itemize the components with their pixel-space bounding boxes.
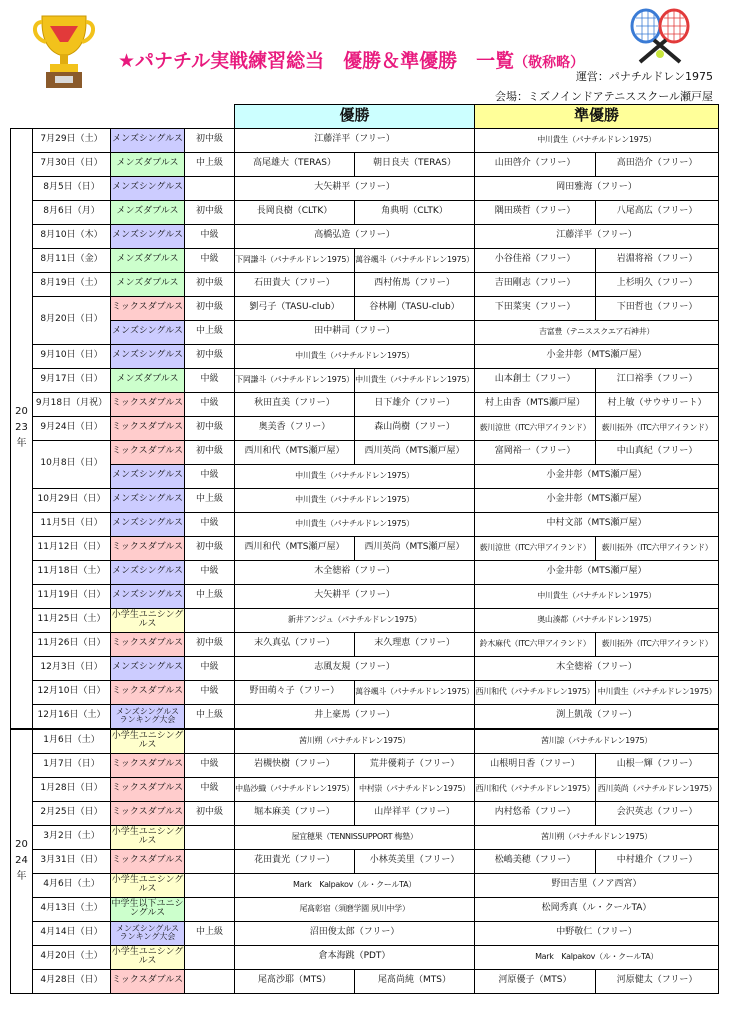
event-cell: メンズシングルス xyxy=(111,656,185,680)
runner-up-name: 吉田剛志（フリー） xyxy=(475,272,596,296)
winner-name: 荒井優莉子（フリー） xyxy=(355,753,475,777)
page-title xyxy=(118,46,584,73)
runner-up-name: 会沢英志（フリー） xyxy=(596,801,719,825)
runner-up-name: 下田菜実（フリー） xyxy=(475,296,596,320)
table-row xyxy=(11,849,719,873)
level-cell: 中上級 xyxy=(185,488,235,512)
runner-up-name: 野田吉里（ノア西宮） xyxy=(475,873,719,897)
organizer-label: 運営：パナチルドレン1975 xyxy=(575,70,713,83)
date-cell: 12月3日（日） xyxy=(33,656,111,680)
table-row xyxy=(11,825,719,849)
event-cell: メンズシングルス xyxy=(111,512,185,536)
date-cell: 12月16日（土） xyxy=(33,704,111,729)
winner-name: Mark Kalpakov（ル・クールTA） xyxy=(235,873,475,897)
winner-name: 新井アンジュ（パナチルドレン1975） xyxy=(235,608,475,632)
runner-up-name: 山田啓介（フリー） xyxy=(475,152,596,176)
level-cell: 中上級 xyxy=(185,320,235,344)
table-row xyxy=(11,248,719,272)
runner-up-name: 薮川涼世（ITC六甲アイランド） xyxy=(475,536,596,560)
winner-name: 中川貴生（パナチルドレン1975） xyxy=(235,344,475,368)
winner-name: 大矢耕平（フリー） xyxy=(235,584,475,608)
event-cell: メンズシングルス xyxy=(111,224,185,248)
date-cell: 9月17日（日） xyxy=(33,368,111,392)
runner-up-name: 薮川涼世（ITC六甲アイランド） xyxy=(475,416,596,440)
winner-column-header: 優勝 xyxy=(235,105,475,129)
column-header-row xyxy=(11,105,719,129)
winner-name: 谷林剛（TASU-club） xyxy=(355,296,475,320)
runner-up-name: 隅田瑛哲（フリー） xyxy=(475,200,596,224)
winner-name: 西川和代（MTS瀬戸屋） xyxy=(235,536,355,560)
runner-up-name: 山根一輝（フリー） xyxy=(596,753,719,777)
trophy-icon xyxy=(28,10,100,90)
table-row xyxy=(11,704,719,729)
table-row xyxy=(11,320,719,344)
winner-name: 朝日良夫（TERAS） xyxy=(355,152,475,176)
results-table xyxy=(10,104,719,994)
page-header xyxy=(0,0,729,104)
event-cell: ミックスダブルス xyxy=(111,440,185,464)
event-cell: ミックスダブルス xyxy=(111,632,185,656)
winner-name: 長岡良樹（CLTK） xyxy=(235,200,355,224)
date-cell: 4月13日（土） xyxy=(33,897,111,921)
table-row xyxy=(11,392,719,416)
event-cell: メンズダブルス xyxy=(111,200,185,224)
level-cell: 初中級 xyxy=(185,440,235,464)
title-suffix: （敬称略） xyxy=(514,55,585,71)
table-row xyxy=(11,801,719,825)
table-row xyxy=(11,945,719,969)
runner-up-name: 下田哲也（フリー） xyxy=(596,296,719,320)
event-cell: ミックスダブルス xyxy=(111,801,185,825)
runner-up-column-header: 準優勝 xyxy=(475,105,719,129)
winner-name: 石田貴大（フリー） xyxy=(235,272,355,296)
level-cell: 中級 xyxy=(185,656,235,680)
runner-up-name: 松岡秀真（ル・クールTA） xyxy=(475,897,719,921)
event-cell: ミックスダブルス xyxy=(111,680,185,704)
date-cell: 8月20日（日） xyxy=(33,296,111,344)
level-cell: 中級 xyxy=(185,224,235,248)
runner-up-name: 中野敬仁（フリー） xyxy=(475,921,719,945)
winner-name: 高尾雄大（TERAS） xyxy=(235,152,355,176)
runner-up-name: 薮川拓外（ITC六甲アイランド） xyxy=(596,416,719,440)
runner-up-name: 山根明日香（フリー） xyxy=(475,753,596,777)
runner-up-name: 木全徳裕（フリー） xyxy=(475,656,719,680)
event-cell: 小学生ユニシングルス xyxy=(111,608,185,632)
table-row xyxy=(11,560,719,584)
winner-name: 沼田俊太郎（フリー） xyxy=(235,921,475,945)
winner-name: 屋宜穂果（TENNISSUPPORT 梅塾） xyxy=(235,825,475,849)
table-row xyxy=(11,777,719,801)
runner-up-name: 小谷佳裕（フリー） xyxy=(475,248,596,272)
event-cell: ミックスダブルス xyxy=(111,849,185,873)
date-cell: 11月18日（土） xyxy=(33,560,111,584)
event-cell: ミックスダブルス xyxy=(111,969,185,993)
level-cell: 中級 xyxy=(185,464,235,488)
level-cell: 中上級 xyxy=(185,704,235,729)
date-cell: 2月25日（日） xyxy=(33,801,111,825)
date-cell: 8月19日（土） xyxy=(33,272,111,296)
runner-up-name: 西川和代（パナチルドレン1975） xyxy=(475,680,596,704)
runner-up-name: 鈴木麻代（ITC六甲アイランド） xyxy=(475,632,596,656)
runner-up-name: 中村文部（MTS瀬戸屋） xyxy=(475,512,719,536)
winner-name: 中川貴生（パナチルドレン1975） xyxy=(235,464,475,488)
winner-name: 角典明（CLTK） xyxy=(355,200,475,224)
table-row xyxy=(11,584,719,608)
date-cell: 11月26日（日） xyxy=(33,632,111,656)
table-row xyxy=(11,921,719,945)
level-cell xyxy=(185,897,235,921)
runner-up-name: 小金井彰（MTS瀬戸屋） xyxy=(475,344,719,368)
runner-up-name: 中村雄介（フリー） xyxy=(596,849,719,873)
winner-name: 尾髙沙耶（MTS） xyxy=(235,969,355,993)
results-body xyxy=(11,105,719,994)
date-cell: 1月6日（土） xyxy=(33,729,111,754)
winner-name: 江藤洋平（フリー） xyxy=(235,128,475,152)
winner-name: 高橋弘造（フリー） xyxy=(235,224,475,248)
date-cell: 1月7日（日） xyxy=(33,753,111,777)
year-label: 2024年 xyxy=(11,729,33,994)
winner-name: 尾髙尚純（MTS） xyxy=(355,969,475,993)
level-cell xyxy=(185,849,235,873)
date-cell: 11月25日（土） xyxy=(33,608,111,632)
event-cell: メンズシングルス xyxy=(111,464,185,488)
table-row xyxy=(11,416,719,440)
table-row xyxy=(11,969,719,993)
runner-up-name: 内村悠希（フリー） xyxy=(475,801,596,825)
event-cell: メンズシングルス xyxy=(111,584,185,608)
event-cell: メンズシングルス xyxy=(111,344,185,368)
runner-up-name: 茜川朔（パナチルドレン1975） xyxy=(475,825,719,849)
date-cell: 10月8日（日） xyxy=(33,440,111,488)
date-cell: 4月14日（日） xyxy=(33,921,111,945)
level-cell: 初中級 xyxy=(185,344,235,368)
date-cell: 9月10日（日） xyxy=(33,344,111,368)
date-cell: 8月10日（木） xyxy=(33,224,111,248)
winner-name: 中川貴生（パナチルドレン1975） xyxy=(355,368,475,392)
year-label: 2023年 xyxy=(11,128,33,729)
table-row xyxy=(11,176,719,200)
winner-name: 志風友規（フリー） xyxy=(235,656,475,680)
runner-up-name: 小金井彰（MTS瀬戸屋） xyxy=(475,488,719,512)
date-cell: 1月28日（日） xyxy=(33,777,111,801)
winner-name: 中川貴生（パナチルドレン1975） xyxy=(235,512,475,536)
date-cell: 7月29日（土） xyxy=(33,128,111,152)
runner-up-name: 高田浩介（フリー） xyxy=(596,152,719,176)
runner-up-name: 富岡裕一（フリー） xyxy=(475,440,596,464)
runner-up-name: 岡田雅海（フリー） xyxy=(475,176,719,200)
winner-name: 小林英美里（フリー） xyxy=(355,849,475,873)
runner-up-name: 山本創士（フリー） xyxy=(475,368,596,392)
event-cell: ミックスダブルス xyxy=(111,296,185,320)
runner-up-name: 河原健太（フリー） xyxy=(596,969,719,993)
winner-name: 野田萌々子（フリー） xyxy=(235,680,355,704)
table-row xyxy=(11,128,719,152)
runner-up-name: 西川英尚（パナチルドレン1975） xyxy=(596,777,719,801)
level-cell: 中上級 xyxy=(185,584,235,608)
winner-name: 下岡謙斗（パナチルドレン1975） xyxy=(235,368,355,392)
event-cell: 小学生ユニシングルス xyxy=(111,873,185,897)
level-cell: 初中級 xyxy=(185,296,235,320)
event-cell: メンズダブルス xyxy=(111,248,185,272)
winner-name: 尾髙彰宿（須磨学園 夙川中学） xyxy=(235,897,475,921)
table-row xyxy=(11,464,719,488)
date-cell: 4月28日（日） xyxy=(33,969,111,993)
table-row xyxy=(11,368,719,392)
header-spacer xyxy=(11,105,235,129)
table-row xyxy=(11,296,719,320)
level-cell: 中上級 xyxy=(185,921,235,945)
table-row xyxy=(11,536,719,560)
event-cell: メンズシングルス xyxy=(111,560,185,584)
event-cell: 小学生ユニシングルス xyxy=(111,825,185,849)
winner-name: 西川英尚（MTS瀬戸屋） xyxy=(355,536,475,560)
level-cell: 初中級 xyxy=(185,632,235,656)
runner-up-name: 薮川拓外（ITC六甲アイランド） xyxy=(596,536,719,560)
table-row xyxy=(11,224,719,248)
runner-up-name: 中川貴生（パナチルドレン1975） xyxy=(596,680,719,704)
winner-name: 萬谷颯斗（パナチルドレン1975） xyxy=(355,680,475,704)
table-row xyxy=(11,680,719,704)
winner-name: 井上豪馬（フリー） xyxy=(235,704,475,729)
level-cell: 中級 xyxy=(185,512,235,536)
runner-up-name: 岩淵将裕（フリー） xyxy=(596,248,719,272)
winner-name: 日下雄介（フリー） xyxy=(355,392,475,416)
event-cell: ミックスダブルス xyxy=(111,536,185,560)
level-cell: 中級 xyxy=(185,392,235,416)
level-cell: 中級 xyxy=(185,753,235,777)
level-cell: 中級 xyxy=(185,680,235,704)
winner-name: 茜川朔（パナチルドレン1975） xyxy=(235,729,475,754)
runner-up-name: 中山真紀（フリー） xyxy=(596,440,719,464)
event-cell: 中学生以下ユニシングルス xyxy=(111,897,185,921)
table-row xyxy=(11,897,719,921)
runner-up-name: 村上敏（サウサリート） xyxy=(596,392,719,416)
runner-up-name: Mark Kalpakov（ル・クールTA） xyxy=(475,945,719,969)
table-row xyxy=(11,632,719,656)
winner-name: 末久真弘（フリー） xyxy=(235,632,355,656)
event-cell: ミックスダブルス xyxy=(111,416,185,440)
runner-up-name: 西川和代（パナチルドレン1975） xyxy=(475,777,596,801)
event-cell: ミックスダブルス xyxy=(111,777,185,801)
winner-name: 森山尚樹（フリー） xyxy=(355,416,475,440)
table-row xyxy=(11,200,719,224)
table-row xyxy=(11,344,719,368)
runner-up-name: 小金井彰（MTS瀬戸屋） xyxy=(475,464,719,488)
runner-up-name: 吉富豊（テニススクエア石神井） xyxy=(475,320,719,344)
date-cell: 8月6日（月） xyxy=(33,200,111,224)
venue-label: 会場：ミズノインドアテニススクール瀬戸屋 xyxy=(494,90,713,103)
event-cell: メンズダブルス xyxy=(111,272,185,296)
date-cell: 3月31日（日） xyxy=(33,849,111,873)
date-cell: 4月6日（土） xyxy=(33,873,111,897)
winner-name: 劉弓子（TASU-club） xyxy=(235,296,355,320)
level-cell xyxy=(185,873,235,897)
runner-up-name: 中川貴生（パナチルドレン1975） xyxy=(475,128,719,152)
date-cell: 8月5日（日） xyxy=(33,176,111,200)
event-cell: メンズシングルス ランキング大会 xyxy=(111,921,185,945)
table-row xyxy=(11,873,719,897)
event-cell: 小学生ユニシングルス xyxy=(111,729,185,754)
date-cell: 11月19日（日） xyxy=(33,584,111,608)
date-cell: 8月11日（金） xyxy=(33,248,111,272)
level-cell xyxy=(185,176,235,200)
table-row xyxy=(11,753,719,777)
winner-name: 岩槻快樹（フリー） xyxy=(235,753,355,777)
winner-name: 田中耕司（フリー） xyxy=(235,320,475,344)
event-cell: メンズダブルス xyxy=(111,152,185,176)
level-cell: 初中級 xyxy=(185,536,235,560)
date-cell: 11月12日（日） xyxy=(33,536,111,560)
runner-up-name: 上杉明久（フリー） xyxy=(596,272,719,296)
level-cell: 初中級 xyxy=(185,801,235,825)
level-cell: 初中級 xyxy=(185,272,235,296)
date-cell: 7月30日（日） xyxy=(33,152,111,176)
winner-name: 西川英尚（MTS瀬戸屋） xyxy=(355,440,475,464)
level-cell: 初中級 xyxy=(185,416,235,440)
date-cell: 3月2日（土） xyxy=(33,825,111,849)
event-cell: メンズダブルス xyxy=(111,368,185,392)
runner-up-name: 江藤洋平（フリー） xyxy=(475,224,719,248)
level-cell xyxy=(185,969,235,993)
level-cell: 中上級 xyxy=(185,152,235,176)
date-cell: 9月18日（月祝） xyxy=(33,392,111,416)
level-cell xyxy=(185,608,235,632)
winner-name: 西川和代（MTS瀬戸屋） xyxy=(235,440,355,464)
table-row xyxy=(11,512,719,536)
star-icon: ★ xyxy=(118,50,136,72)
date-cell: 4月20日（土） xyxy=(33,945,111,969)
winner-name: 堀本麻美（フリー） xyxy=(235,801,355,825)
event-cell: メンズシングルス ランキング大会 xyxy=(111,704,185,729)
event-cell: ミックスダブルス xyxy=(111,392,185,416)
level-cell: 初中級 xyxy=(185,200,235,224)
date-cell: 10月29日（日） xyxy=(33,488,111,512)
level-cell xyxy=(185,729,235,754)
level-cell: 初中級 xyxy=(185,128,235,152)
table-row xyxy=(11,272,719,296)
winner-name: 中川貴生（パナチルドレン1975） xyxy=(235,488,475,512)
tennis-rackets-icon xyxy=(624,8,696,64)
runner-up-name: 薮川拓外（ITC六甲アイランド） xyxy=(596,632,719,656)
winner-name: 山岸祥平（フリー） xyxy=(355,801,475,825)
winner-name: 花田貴光（フリー） xyxy=(235,849,355,873)
event-cell: ミックスダブルス xyxy=(111,753,185,777)
table-row xyxy=(11,440,719,464)
winner-name: 秋田直美（フリー） xyxy=(235,392,355,416)
runner-up-name: 村上由香（MTS瀬戸屋） xyxy=(475,392,596,416)
event-cell: メンズシングルス xyxy=(111,320,185,344)
event-cell: メンズシングルス xyxy=(111,128,185,152)
table-row xyxy=(11,729,719,754)
winner-name: 大矢耕平（フリー） xyxy=(235,176,475,200)
runner-up-name: 渕上凱哉（フリー） xyxy=(475,704,719,729)
winner-name: 倉本海跳（PDT） xyxy=(235,945,475,969)
runner-up-name: 松嶋美穂（フリー） xyxy=(475,849,596,873)
runner-up-name: 中川貴生（パナチルドレン1975） xyxy=(475,584,719,608)
level-cell: 中級 xyxy=(185,560,235,584)
runner-up-name: 八尾高広（フリー） xyxy=(596,200,719,224)
title-main: パナチル実戦練習総当 優勝＆準優勝 一覧 xyxy=(135,50,515,72)
winner-name: 中島沙織（パナチルドレン1975） xyxy=(235,777,355,801)
winner-name: 下岡謙斗（パナチルドレン1975） xyxy=(235,248,355,272)
winner-name: 中村崇（パナチルドレン1975） xyxy=(355,777,475,801)
runner-up-name: 小金井彰（MTS瀬戸屋） xyxy=(475,560,719,584)
winner-name: 木全徳裕（フリー） xyxy=(235,560,475,584)
date-cell: 11月5日（日） xyxy=(33,512,111,536)
runner-up-name: 茜川諒（パナチルドレン1975） xyxy=(475,729,719,754)
level-cell: 中級 xyxy=(185,248,235,272)
level-cell xyxy=(185,825,235,849)
table-row xyxy=(11,608,719,632)
date-cell: 9月24日（日） xyxy=(33,416,111,440)
table-row xyxy=(11,152,719,176)
event-cell: 小学生ユニシングルス xyxy=(111,945,185,969)
winner-name: 西村侑馬（フリー） xyxy=(355,272,475,296)
date-cell: 12月10日（日） xyxy=(33,680,111,704)
winner-name: 萬谷颯斗（パナチルドレン1975） xyxy=(355,248,475,272)
runner-up-name: 奥山湊都（パナチルドレン1975） xyxy=(475,608,719,632)
winner-name: 末久理恵（フリー） xyxy=(355,632,475,656)
table-row xyxy=(11,656,719,680)
event-cell: メンズシングルス xyxy=(111,488,185,512)
level-cell: 中級 xyxy=(185,777,235,801)
runner-up-name: 河原優子（MTS） xyxy=(475,969,596,993)
runner-up-name: 江口裕季（フリー） xyxy=(596,368,719,392)
level-cell: 中級 xyxy=(185,368,235,392)
event-cell: メンズシングルス xyxy=(111,176,185,200)
level-cell xyxy=(185,945,235,969)
table-row xyxy=(11,488,719,512)
winner-name: 奥美香（フリー） xyxy=(235,416,355,440)
